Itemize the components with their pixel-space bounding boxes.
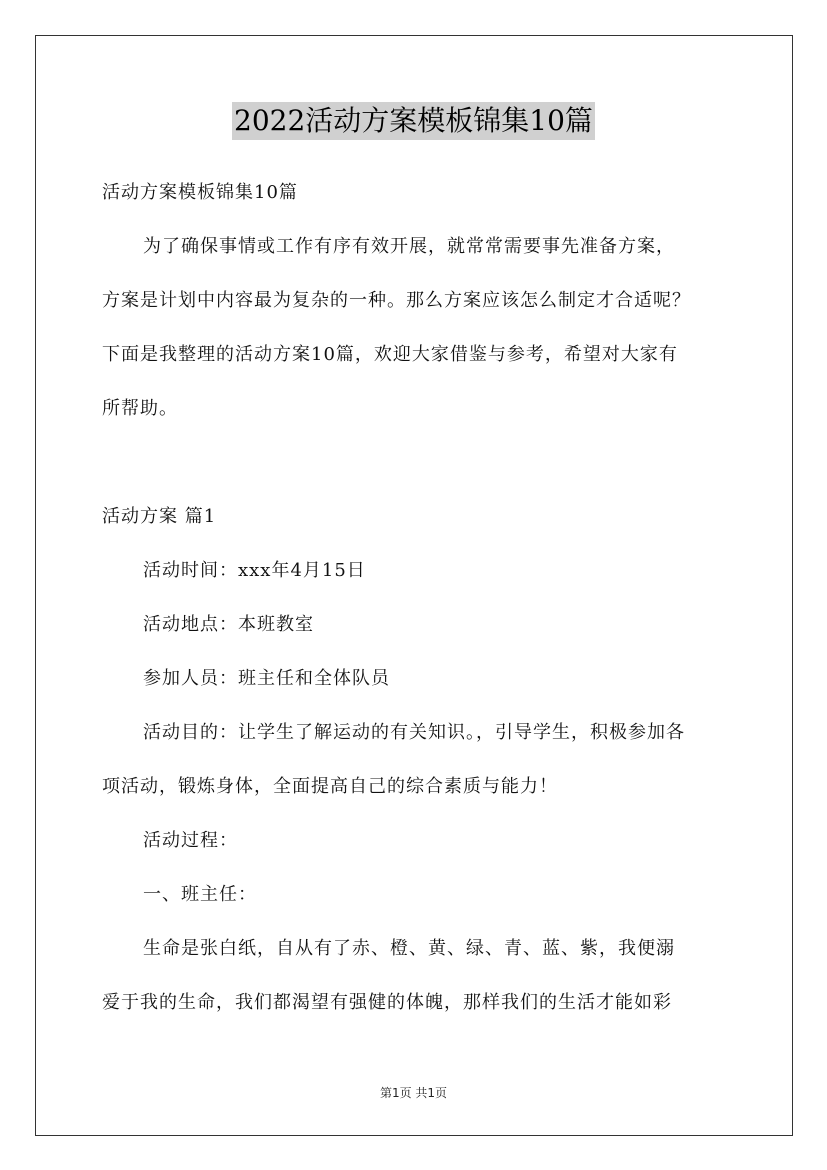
activity-process: 活动过程： xyxy=(143,830,238,851)
intro-line-2: 方案是计划中内容最为复杂的一种。那么方案应该怎么制定才合适呢？ xyxy=(102,290,691,311)
section-heading: 活动方案 篇1 xyxy=(102,506,217,527)
document-subtitle: 活动方案模板锦集10篇 xyxy=(102,182,298,203)
title-container xyxy=(0,102,827,140)
activity-purpose-line-1: 活动目的：让学生了解运动的有关知识。，引导学生，积极参加各 xyxy=(143,722,685,743)
activity-people: 参加人员：班主任和全体队员 xyxy=(143,668,390,689)
document-title: 2022活动方案模板锦集10篇 xyxy=(232,102,595,140)
activity-purpose-line-2: 项活动，锻炼身体，全面提高自己的综合素质与能力！ xyxy=(102,776,558,797)
intro-line-3: 下面是我整理的活动方案10篇，欢迎大家借鉴与参考，希望对大家有 xyxy=(102,344,678,365)
body-line-2: 爱于我的生命，我们都渴望有强健的体魄，那样我们的生活才能如彩 xyxy=(102,992,672,1013)
intro-line-1: 为了确保事情或工作有序有效开展，就常常需要事先准备方案， xyxy=(143,236,675,257)
activity-place: 活动地点：本班教室 xyxy=(143,614,314,635)
intro-line-4: 所帮助。 xyxy=(102,398,178,419)
activity-time: 活动时间：xxx年4月15日 xyxy=(143,560,366,581)
page-number-footer: 第1页 共1页 xyxy=(379,1086,448,1100)
process-step-1: 一、班主任： xyxy=(143,884,257,905)
body-line-1: 生命是张白纸，自从有了赤、橙、黄、绿、青、蓝、紫，我便溺 xyxy=(143,938,675,959)
